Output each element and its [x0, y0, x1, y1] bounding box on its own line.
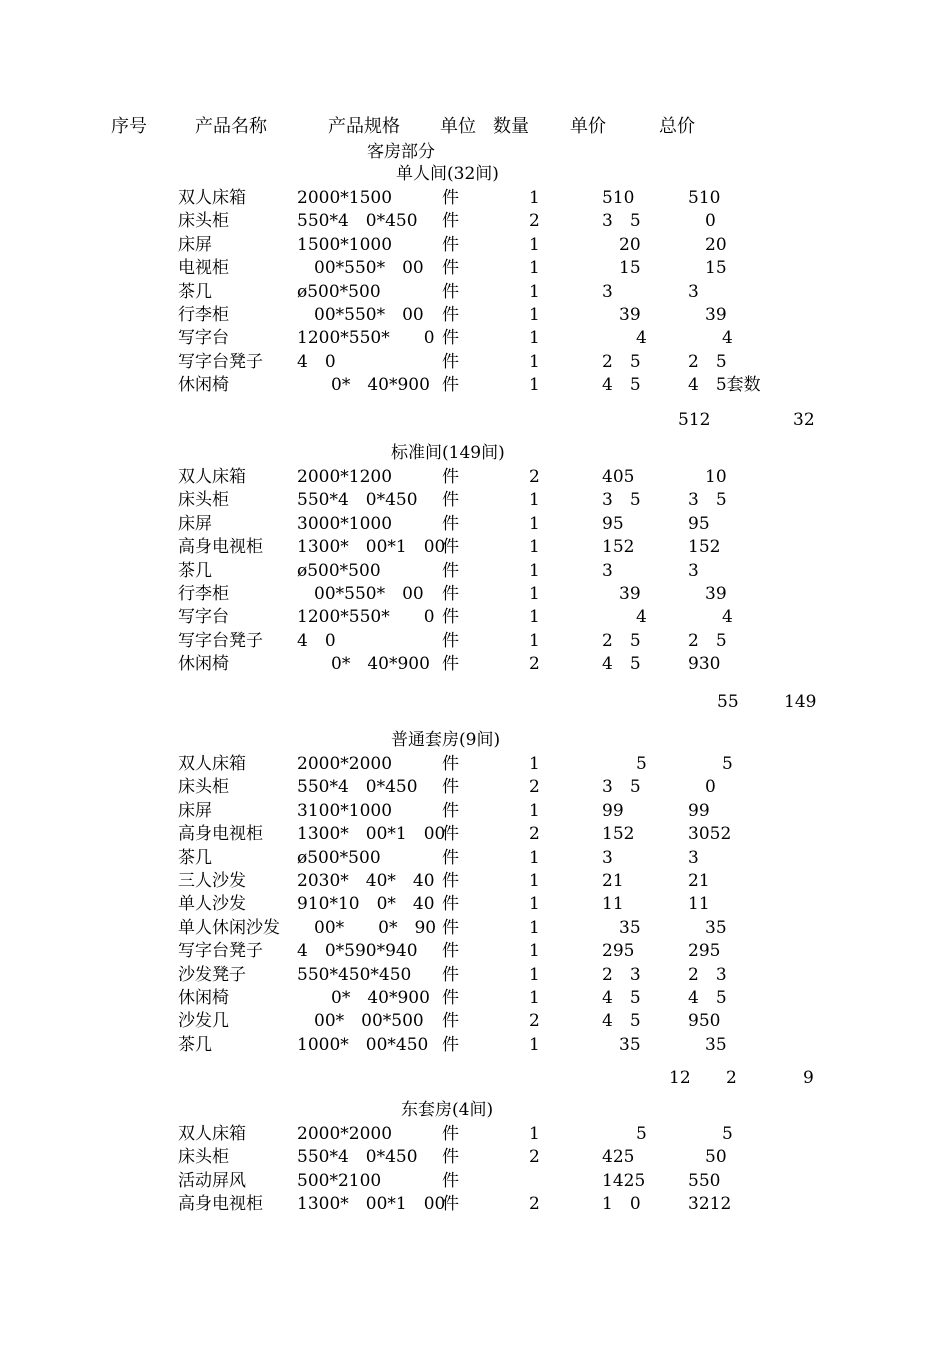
item-total: 95 [688, 513, 710, 534]
item-qty: 1 [529, 305, 540, 325]
item-qty: 1 [529, 537, 540, 558]
item-price: 2 5 [602, 351, 641, 372]
item-price: 295 [602, 941, 635, 962]
item-spec: ø500*500 [297, 560, 381, 581]
header-spec: 产品规格 [328, 116, 400, 137]
item-qty: 1 [529, 584, 540, 604]
item-spec: 550*450*450 [297, 964, 412, 985]
item-total: 4 5套数 [688, 375, 761, 396]
item-qty: 1 [529, 375, 540, 396]
item-price: 39 [602, 584, 641, 604]
item-name: 茶几 [178, 281, 212, 302]
item-qty: 2 [529, 1147, 540, 1168]
item-qty: 2 [529, 1011, 540, 1032]
item-total: 11 [688, 894, 710, 915]
item-price: 3 [602, 560, 613, 581]
item-qty: 1 [529, 188, 540, 208]
item-unit: 件 [442, 1124, 459, 1144]
item-name: 茶几 [178, 847, 212, 868]
section-title: 客房部分 [367, 142, 435, 162]
item-spec: 2000*1500 [297, 188, 393, 208]
item-total: 950 [688, 1011, 721, 1032]
item-spec: 4 0*590*940 [297, 941, 418, 962]
item-total: 50 [688, 1147, 727, 1168]
item-price: 5 [602, 754, 647, 774]
item-total: 3212 [688, 1194, 732, 1215]
item-spec: 1000* 00*450 [297, 1034, 429, 1055]
item-name: 高身电视柜 [178, 824, 263, 845]
item-price: 3 5 [602, 211, 641, 232]
item-spec: 550*4 0*450 [297, 1147, 418, 1168]
item-total: 3 [688, 281, 699, 302]
item-total: 930 [688, 654, 721, 675]
item-price: 15 [602, 258, 641, 279]
item-spec: 1200*550* 0 [297, 607, 435, 628]
item-qty: 2 [529, 824, 540, 845]
item-qty: 2 [529, 654, 540, 675]
item-spec: 1300* 00*1 00 [297, 537, 446, 558]
item-price: 405 [602, 467, 635, 487]
summary-value: 2 [726, 1068, 737, 1088]
item-spec: 2000*2000 [297, 1124, 393, 1144]
item-unit: 件 [442, 281, 459, 302]
item-total: 0 [688, 211, 716, 232]
group-title: 普通套房(9间) [391, 730, 501, 750]
item-qty: 2 [529, 1194, 540, 1215]
item-spec: 2000*2000 [297, 754, 393, 774]
item-spec: 4 0 [297, 351, 336, 372]
item-name: 床屏 [178, 800, 212, 821]
item-spec: 910*10 0* 40 [297, 894, 435, 915]
item-qty: 1 [529, 258, 540, 279]
item-unit: 件 [442, 777, 459, 798]
item-name: 沙发凳子 [178, 964, 246, 985]
item-spec: 00*550* 00 [297, 305, 424, 325]
header-price: 单价 [570, 116, 606, 137]
item-total: 21 [688, 871, 710, 891]
summary-value: 512 [678, 410, 711, 430]
item-total: 295 [688, 941, 721, 962]
item-price: 21 [602, 871, 624, 891]
item-spec: 550*4 0*450 [297, 211, 418, 232]
item-qty: 1 [529, 754, 540, 774]
item-price: 11 [602, 894, 624, 915]
item-name: 双人床箱 [178, 467, 246, 487]
item-price: 4 [602, 607, 647, 628]
item-qty: 2 [529, 467, 540, 487]
item-total: 4 5 [688, 988, 727, 1008]
item-total: 35 [688, 1034, 727, 1055]
item-price: 3 [602, 847, 613, 868]
group-title: 标准间(149间) [391, 443, 505, 463]
item-qty: 1 [529, 917, 540, 938]
item-spec: 00* 0* 90 [297, 917, 437, 938]
header-unit: 单位 [440, 116, 476, 137]
item-unit: 件 [442, 654, 459, 675]
item-name: 床屏 [178, 234, 212, 255]
item-unit: 件 [442, 584, 459, 604]
item-price: 4 5 [602, 654, 641, 675]
item-unit: 件 [442, 941, 459, 962]
item-spec: 00*550* 00 [297, 258, 424, 279]
item-total: 10 [688, 467, 727, 487]
item-qty: 1 [529, 513, 540, 534]
item-total: 35 [688, 917, 727, 938]
item-name: 双人床箱 [178, 1124, 246, 1144]
header-name: 产品名称 [195, 116, 267, 137]
item-price: 2 3 [602, 964, 641, 985]
item-spec: 0* 40*900 [297, 375, 430, 396]
header-total: 总价 [659, 116, 695, 137]
item-spec: 1300* 00*1 00 [297, 1194, 446, 1215]
item-total: 0 [688, 777, 716, 798]
item-spec: 4 0 [297, 630, 336, 651]
item-name: 床头柜 [178, 777, 229, 798]
item-price: 35 [602, 1034, 641, 1055]
item-unit: 件 [442, 1011, 459, 1032]
item-unit: 件 [442, 258, 459, 279]
item-qty: 1 [529, 351, 540, 372]
item-total: 3052 [688, 824, 732, 845]
item-qty: 1 [529, 1124, 540, 1144]
item-total: 550 [688, 1170, 721, 1191]
item-unit: 件 [442, 1147, 459, 1168]
item-qty: 1 [529, 328, 540, 349]
item-name: 茶几 [178, 560, 212, 581]
item-unit: 件 [442, 513, 459, 534]
item-price: 4 [602, 328, 647, 349]
item-qty: 1 [529, 490, 540, 511]
summary-value: 9 [803, 1068, 814, 1088]
item-price: 152 [602, 824, 635, 845]
item-unit: 件 [442, 824, 459, 845]
item-price: 510 [602, 188, 635, 208]
item-name: 床头柜 [178, 1147, 229, 1168]
item-name: 高身电视柜 [178, 537, 263, 558]
item-spec: 2000*1200 [297, 467, 393, 487]
header-qty: 数量 [493, 116, 529, 137]
item-qty: 1 [529, 281, 540, 302]
item-total: 152 [688, 537, 721, 558]
item-spec: 550*4 0*450 [297, 490, 418, 511]
summary-value: 12 [669, 1068, 691, 1088]
item-name: 床头柜 [178, 211, 229, 232]
item-total: 15 [688, 258, 727, 279]
group-title: 东套房(4间) [401, 1100, 494, 1120]
item-spec: 500*2100 [297, 1170, 382, 1191]
item-total: 4 [688, 607, 733, 628]
item-price: 35 [602, 917, 641, 938]
item-unit: 件 [442, 630, 459, 651]
item-name: 行李柜 [178, 305, 229, 325]
item-unit: 件 [442, 800, 459, 821]
item-unit: 件 [442, 305, 459, 325]
item-spec: 1300* 00*1 00 [297, 824, 446, 845]
item-name: 单人沙发 [178, 894, 246, 915]
item-price: 20 [602, 234, 641, 255]
item-qty: 1 [529, 560, 540, 581]
summary-value: 32 [793, 410, 815, 430]
item-spec: 00*550* 00 [297, 584, 424, 604]
item-name: 行李柜 [178, 584, 229, 604]
item-unit: 件 [442, 871, 459, 891]
item-price: 4 5 [602, 988, 641, 1008]
item-qty: 1 [529, 988, 540, 1008]
item-spec: 2030* 40* 40 [297, 871, 435, 891]
item-qty: 1 [529, 847, 540, 868]
item-qty: 1 [529, 1034, 540, 1055]
item-name: 沙发几 [178, 1011, 229, 1032]
item-spec: 1200*550* 0 [297, 328, 435, 349]
item-qty: 1 [529, 941, 540, 962]
item-price: 425 [602, 1147, 635, 1168]
item-qty: 1 [529, 964, 540, 985]
item-unit: 件 [442, 894, 459, 915]
item-name: 三人沙发 [178, 871, 246, 891]
item-unit: 件 [442, 917, 459, 938]
item-spec: 550*4 0*450 [297, 777, 418, 798]
item-qty: 2 [529, 777, 540, 798]
item-total: 5 [688, 1124, 733, 1144]
item-unit: 件 [442, 537, 459, 558]
item-qty: 1 [529, 800, 540, 821]
item-qty: 2 [529, 211, 540, 232]
summary-value: 55 [717, 692, 739, 712]
item-price: 3 5 [602, 490, 641, 511]
item-unit: 件 [442, 847, 459, 868]
item-total: 2 5 [688, 351, 727, 372]
item-name: 高身电视柜 [178, 1194, 263, 1215]
item-total: 2 5 [688, 630, 727, 651]
item-unit: 件 [442, 1170, 459, 1191]
item-price: 1425 [602, 1170, 646, 1191]
item-unit: 件 [442, 188, 459, 208]
item-price: 1 0 [602, 1194, 641, 1215]
item-unit: 件 [442, 375, 459, 396]
item-total: 39 [688, 305, 727, 325]
item-unit: 件 [442, 328, 459, 349]
item-qty: 1 [529, 894, 540, 915]
item-price: 39 [602, 305, 641, 325]
item-price: 5 [602, 1124, 647, 1144]
item-price: 95 [602, 513, 624, 534]
item-name: 茶几 [178, 1034, 212, 1055]
item-name: 休闲椅 [178, 375, 229, 396]
item-qty: 1 [529, 607, 540, 628]
item-unit: 件 [442, 490, 459, 511]
item-spec: 3000*1000 [297, 513, 393, 534]
item-name: 电视柜 [178, 258, 229, 279]
item-price: 3 [602, 281, 613, 302]
item-spec: 3100*1000 [297, 800, 393, 821]
item-spec: ø500*500 [297, 847, 381, 868]
item-name: 写字台凳子 [178, 941, 263, 962]
header-seq: 序号 [111, 116, 147, 137]
item-name: 休闲椅 [178, 988, 229, 1008]
item-unit: 件 [442, 351, 459, 372]
summary-value: 149 [784, 692, 817, 712]
item-name: 单人休闲沙发 [178, 917, 280, 938]
item-price: 4 5 [602, 375, 641, 396]
item-price: 3 5 [602, 777, 641, 798]
item-name: 床屏 [178, 513, 212, 534]
item-name: 写字台 [178, 607, 229, 628]
item-price: 2 5 [602, 630, 641, 651]
item-name: 写字台凳子 [178, 351, 263, 372]
item-qty: 1 [529, 234, 540, 255]
item-total: 3 5 [688, 490, 727, 511]
item-total: 510 [688, 188, 721, 208]
item-unit: 件 [442, 467, 459, 487]
item-name: 双人床箱 [178, 188, 246, 208]
item-price: 4 5 [602, 1011, 641, 1032]
item-spec: 0* 40*900 [297, 988, 430, 1008]
item-name: 写字台 [178, 328, 229, 349]
item-price: 152 [602, 537, 635, 558]
item-unit: 件 [442, 988, 459, 1008]
item-name: 床头柜 [178, 490, 229, 511]
item-spec: ø500*500 [297, 281, 381, 302]
group-title: 单人间(32间) [396, 164, 499, 184]
item-name: 活动屏风 [178, 1170, 246, 1191]
item-unit: 件 [442, 234, 459, 255]
item-name: 休闲椅 [178, 654, 229, 675]
item-unit: 件 [442, 560, 459, 581]
item-spec: 00* 00*500 [297, 1011, 424, 1032]
item-total: 5 [688, 754, 733, 774]
item-total: 99 [688, 800, 710, 821]
item-unit: 件 [442, 754, 459, 774]
item-unit: 件 [442, 1034, 459, 1055]
item-unit: 件 [442, 1194, 459, 1215]
item-total: 4 [688, 328, 733, 349]
item-unit: 件 [442, 211, 459, 232]
item-unit: 件 [442, 607, 459, 628]
item-price: 99 [602, 800, 624, 821]
item-total: 2 3 [688, 964, 727, 985]
item-spec: 0* 40*900 [297, 654, 430, 675]
item-qty: 1 [529, 630, 540, 651]
item-total: 39 [688, 584, 727, 604]
item-spec: 1500*1000 [297, 234, 393, 255]
item-total: 3 [688, 847, 699, 868]
item-total: 20 [688, 234, 727, 255]
item-qty: 1 [529, 871, 540, 891]
item-total: 3 [688, 560, 699, 581]
item-name: 双人床箱 [178, 754, 246, 774]
item-name: 写字台凳子 [178, 630, 263, 651]
item-unit: 件 [442, 964, 459, 985]
